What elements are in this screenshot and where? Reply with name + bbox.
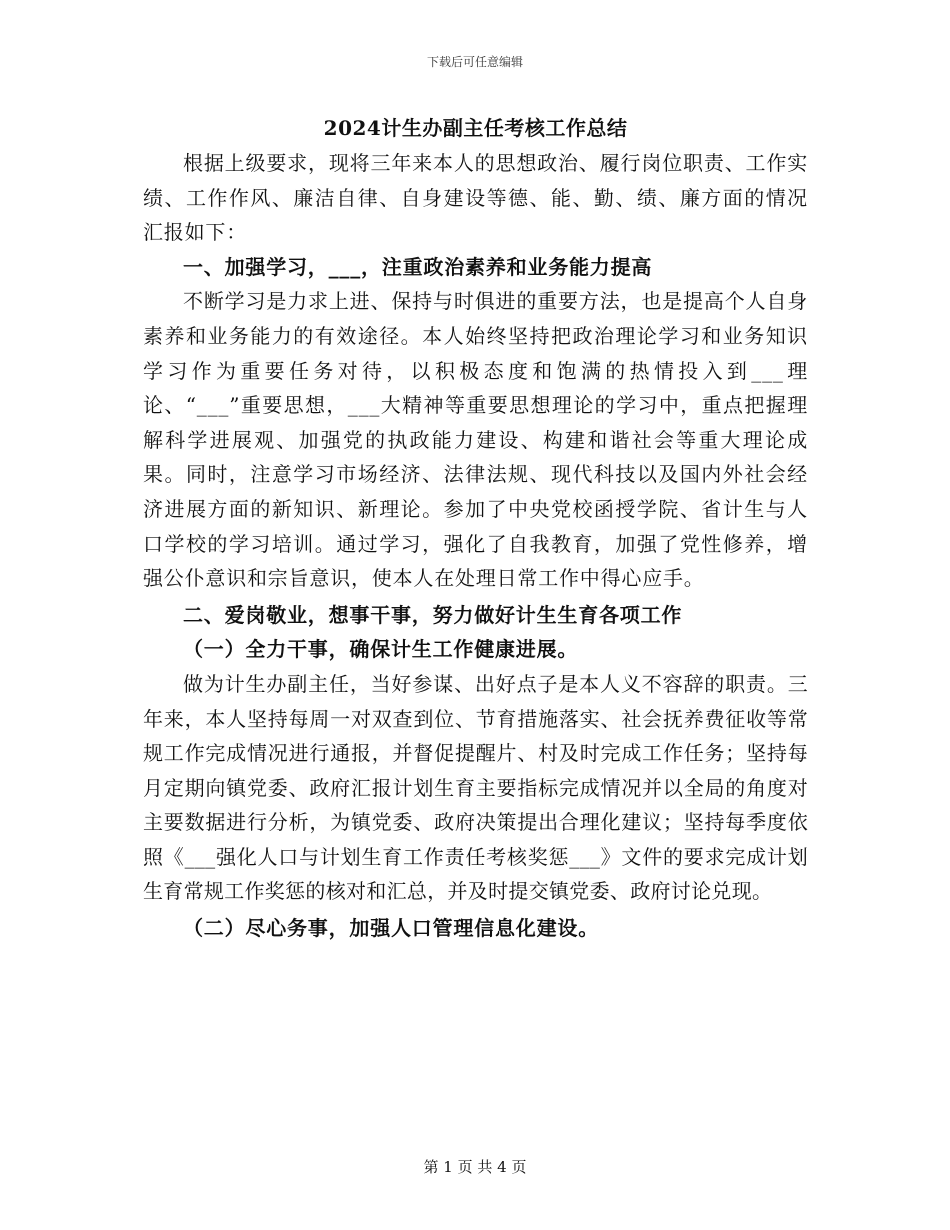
document-body bbox=[143, 113, 808, 946]
subsection-heading-2: （二）尽心务事，加强人口管理信息化建设。 bbox=[183, 916, 599, 941]
page-header-note: 下载后可任意编辑 bbox=[426, 55, 523, 69]
subsection-1-paragraph: 做为计生办副主任，当好参谋、出好点子是本人义不容辞的职责。三年来，本人坚持每周一对双查到位、节育措施落实、社会抚养费征收等常规工作完成情况进行通报，并督促提醒片、村及时完成工作任务；坚持每月定期向镇党委、政府汇报计划生育主要指标完成情况并以全局的角度对主要数据进行分析，为镇党委、政府决策提出合理化建议；坚持每季度依照《___强化人口与计划生育工作责任考核奖惩___》文件的要求完成计划生育常规工作奖惩的核对和汇总，并及时提交镇党委、政府讨论兑现。 bbox=[143, 671, 808, 904]
section-heading-2: 二、爱岗敬业，想事干事，努力做好计生生育各项工作 bbox=[183, 602, 683, 627]
intro-paragraph: 根据上级要求，现将三年来本人的思想政治、履行岗位职责、工作实绩、工作作风、廉洁自律、自身建设等德、能、勤、绩、廉方面的情况汇报如下： bbox=[143, 151, 808, 245]
section-1-paragraph: 不断学习是力求上进、保持与时俱进的重要方法，也是提高个人自身素养和业务能力的有效途径。本人始终坚持把政治理论学习和业务知识学习作为重要任务对待，以积极态度和饱满的热情投入到___理论、“___”重要思想，___大精神等重要思想理论的学习中，重点把握理解科学进展观、加强党的执政能力建设、构建和谐社会等重大理论成果。同时，注意学习市场经济、法律法规、现代科技以及国内外社会经济进展方面的新知识、新理论。参加了中央党校函授学院、省计生与人口学校的学习培训。通过学习，强化了自我教育，加强了党性修养，增强公仆意识和宗旨意识，使本人在处理日常工作中得心应手。 bbox=[143, 289, 808, 591]
document-title: 2024计生办副主任考核工作总结 bbox=[323, 116, 628, 140]
page-number-footer: 第 1 页 共 4 页 bbox=[423, 1158, 527, 1176]
subsection-heading-1: （一）全力干事，确保计生工作健康进展。 bbox=[183, 637, 579, 662]
section-heading-1: 一、加强学习，___，注重政治素养和业务能力提高 bbox=[183, 254, 653, 279]
